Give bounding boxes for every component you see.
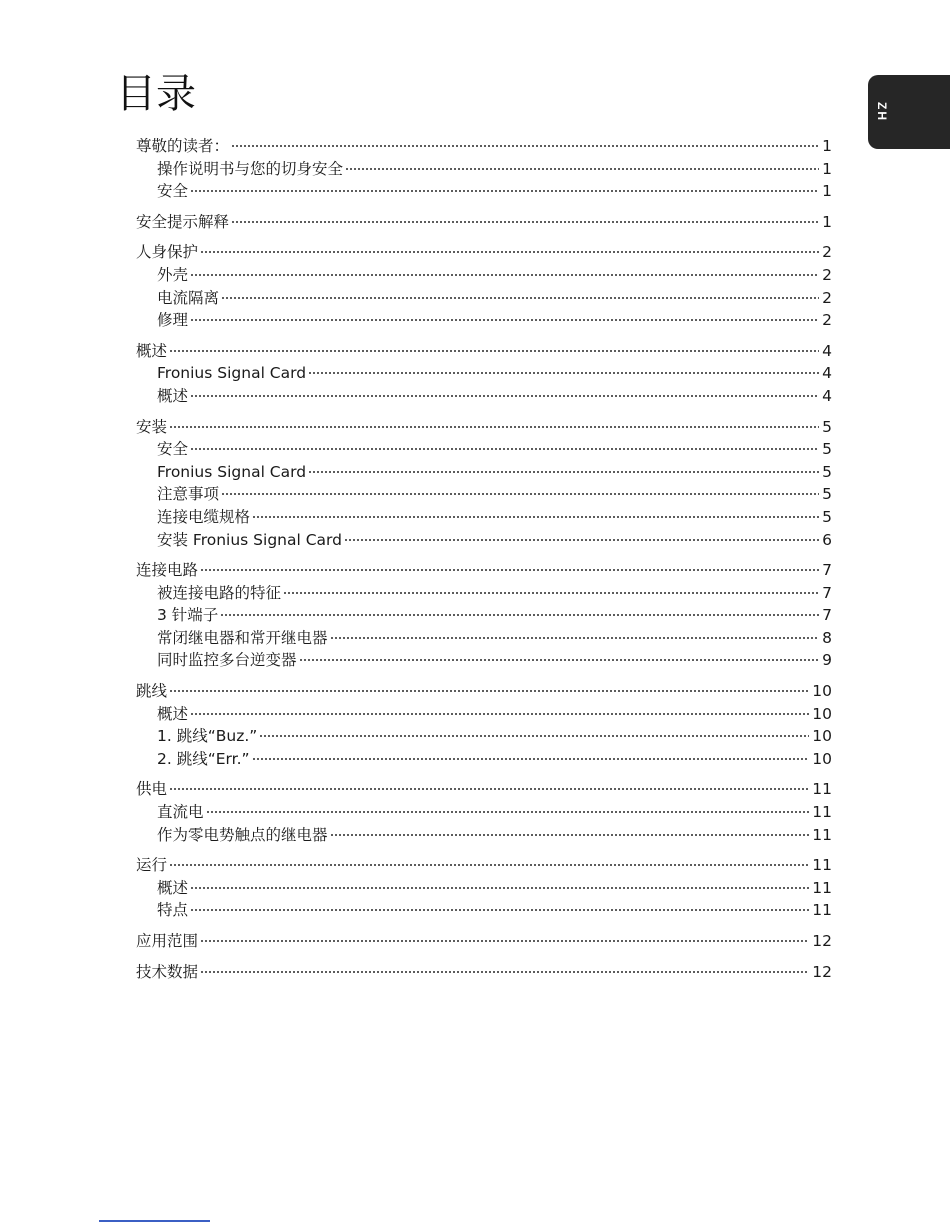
toc-page-number: 1 bbox=[822, 159, 832, 178]
toc-group bbox=[136, 416, 832, 552]
toc-page-number: 5 bbox=[822, 507, 832, 526]
toc-page-number: 1 bbox=[822, 212, 832, 231]
toc-subentry[interactable] bbox=[136, 362, 832, 385]
dot-leader bbox=[220, 614, 819, 616]
toc-page-number: 5 bbox=[822, 462, 832, 481]
toc-entry-title: 安全提示解释 bbox=[136, 212, 230, 231]
toc-entry-title: 人身保护 bbox=[136, 243, 199, 262]
dot-leader bbox=[190, 713, 809, 715]
toc-group bbox=[136, 961, 832, 984]
toc-entry-title: 运行 bbox=[136, 856, 168, 875]
toc-entry-title: 2. 跳线“Err.” bbox=[157, 749, 250, 768]
toc-subentry[interactable] bbox=[136, 287, 832, 310]
toc-page-number: 12 bbox=[812, 962, 832, 981]
toc-subentry[interactable] bbox=[136, 158, 832, 181]
toc-subentry[interactable] bbox=[136, 748, 832, 771]
dot-leader bbox=[190, 395, 819, 397]
toc-group bbox=[136, 241, 832, 331]
dot-leader bbox=[200, 569, 819, 571]
dot-leader bbox=[169, 426, 819, 428]
toc-entry[interactable] bbox=[136, 416, 832, 439]
toc-group bbox=[136, 854, 832, 922]
toc-entry-title: Fronius Signal Card bbox=[157, 462, 307, 481]
toc-subentry[interactable] bbox=[136, 877, 832, 900]
dot-leader bbox=[308, 471, 819, 473]
dot-leader bbox=[206, 811, 810, 813]
toc-page-number: 7 bbox=[822, 583, 832, 602]
toc-entry-title: 安全 bbox=[157, 440, 189, 459]
toc-page-number: 2 bbox=[822, 288, 832, 307]
toc-entry[interactable] bbox=[136, 930, 832, 953]
dot-leader bbox=[252, 516, 819, 518]
toc-entry-title: 注意事项 bbox=[157, 485, 220, 504]
toc-page-number: 10 bbox=[812, 749, 832, 768]
toc-entry-title: 概述 bbox=[157, 386, 189, 405]
toc-page-number: 2 bbox=[822, 243, 832, 262]
toc-page-number: 2 bbox=[822, 265, 832, 284]
toc-page-number: 5 bbox=[822, 440, 832, 459]
toc-entry-title: Fronius Signal Card bbox=[157, 364, 307, 383]
toc-entry-title: 作为零电势触点的继电器 bbox=[157, 825, 328, 844]
toc-page-number: 11 bbox=[812, 901, 832, 920]
toc-page-number: 10 bbox=[812, 727, 832, 746]
toc-entry-title: 技术数据 bbox=[136, 962, 199, 981]
dot-leader bbox=[283, 592, 819, 594]
toc-page-number: 7 bbox=[822, 561, 832, 580]
toc-entry-title: 尊敬的读者： bbox=[136, 137, 230, 155]
toc-subentry[interactable] bbox=[136, 604, 832, 627]
toc-subentry[interactable] bbox=[136, 385, 832, 408]
toc-subentry[interactable] bbox=[136, 264, 832, 287]
dot-leader bbox=[299, 659, 819, 661]
toc-page-number: 1 bbox=[822, 137, 832, 155]
footer-divider bbox=[99, 1220, 210, 1222]
toc-page-number: 11 bbox=[812, 803, 832, 822]
toc-page-number: 4 bbox=[822, 341, 832, 360]
toc-entry-title: 电流隔离 bbox=[157, 288, 220, 307]
toc-entry[interactable] bbox=[136, 135, 832, 158]
toc-subentry[interactable] bbox=[136, 824, 832, 847]
dot-leader bbox=[169, 690, 809, 692]
toc-entry[interactable] bbox=[136, 559, 832, 582]
toc-entry-title: 概述 bbox=[157, 878, 189, 897]
toc-entry-title: 同时监控多台逆变器 bbox=[157, 651, 297, 670]
dot-leader bbox=[231, 145, 819, 147]
dot-leader bbox=[190, 190, 819, 192]
toc-subentry[interactable] bbox=[136, 582, 832, 605]
toc-entry-title: 1. 跳线“Buz.” bbox=[157, 727, 258, 746]
toc-subentry[interactable] bbox=[136, 649, 832, 672]
toc-page-number: 11 bbox=[812, 825, 832, 844]
toc-entry[interactable] bbox=[136, 854, 832, 877]
toc-entry-title: 特点 bbox=[157, 901, 189, 920]
toc-subentry[interactable] bbox=[136, 506, 832, 529]
toc-page-number: 5 bbox=[822, 485, 832, 504]
dot-leader bbox=[190, 319, 819, 321]
toc-subentry[interactable] bbox=[136, 627, 832, 650]
toc-subentry[interactable] bbox=[136, 529, 832, 552]
toc-group bbox=[136, 559, 832, 672]
toc-page-number: 2 bbox=[822, 311, 832, 330]
toc-page-number: 7 bbox=[822, 606, 832, 625]
language-tab-label: ZH bbox=[875, 102, 889, 122]
toc-subentry[interactable] bbox=[136, 309, 832, 332]
toc-entry-title: 外壳 bbox=[157, 265, 189, 284]
toc-page-number: 4 bbox=[822, 364, 832, 383]
toc-entry-title: 安全 bbox=[157, 182, 189, 201]
dot-leader bbox=[200, 971, 809, 973]
toc-entry[interactable] bbox=[136, 241, 832, 264]
toc-subentry[interactable] bbox=[136, 725, 832, 748]
toc-subentry[interactable] bbox=[136, 801, 832, 824]
dot-leader bbox=[345, 168, 819, 170]
dot-leader bbox=[252, 758, 810, 760]
toc-page-number: 11 bbox=[812, 856, 832, 875]
toc-group bbox=[136, 135, 832, 203]
toc-page-number: 10 bbox=[812, 704, 832, 723]
toc-entry[interactable] bbox=[136, 680, 832, 703]
dot-leader bbox=[221, 297, 819, 299]
toc-group bbox=[136, 778, 832, 846]
toc-subentry[interactable] bbox=[136, 899, 832, 922]
toc-entry[interactable] bbox=[136, 778, 832, 801]
toc-page-number: 9 bbox=[822, 651, 832, 670]
toc-group bbox=[136, 211, 832, 234]
toc-entry-title: 被连接电路的特征 bbox=[157, 583, 282, 602]
toc-entry-title: 连接电缆规格 bbox=[157, 507, 251, 526]
toc-page-number: 8 bbox=[822, 628, 832, 647]
toc-entry[interactable] bbox=[136, 961, 832, 984]
dot-leader bbox=[190, 274, 819, 276]
dot-leader bbox=[190, 909, 809, 911]
dot-leader bbox=[169, 788, 809, 790]
language-tab bbox=[868, 75, 950, 149]
toc-page-number: 5 bbox=[822, 417, 832, 436]
toc-page-number: 6 bbox=[822, 530, 832, 549]
table-of-contents bbox=[136, 135, 832, 991]
toc-entry-title: 3 针端子 bbox=[157, 606, 219, 625]
dot-leader bbox=[169, 350, 819, 352]
toc-entry-title: 安装 bbox=[136, 417, 168, 436]
dot-leader bbox=[330, 637, 819, 639]
page-title: 目录 bbox=[116, 71, 196, 117]
dot-leader bbox=[190, 448, 819, 450]
toc-subentry[interactable] bbox=[136, 461, 832, 484]
dot-leader bbox=[308, 372, 819, 374]
toc-page-number: 4 bbox=[822, 386, 832, 405]
toc-entry-title: 应用范围 bbox=[136, 932, 199, 950]
toc-entry-title: 安装 Fronius Signal Card bbox=[157, 530, 342, 549]
toc-subentry[interactable] bbox=[136, 180, 832, 203]
toc-entry-title: 直流电 bbox=[157, 803, 204, 822]
toc-entry-title: 连接电路 bbox=[136, 561, 199, 580]
toc-entry-title: 概述 bbox=[136, 341, 168, 360]
toc-subentry[interactable] bbox=[136, 438, 832, 461]
toc-entry-title: 跳线 bbox=[136, 682, 168, 701]
toc-entry-title: 供电 bbox=[136, 780, 168, 799]
dot-leader bbox=[330, 834, 810, 836]
toc-entry-title: 常闭继电器和常开继电器 bbox=[157, 628, 328, 647]
toc-entry[interactable] bbox=[136, 340, 832, 363]
toc-group bbox=[136, 930, 832, 953]
toc-entry-title: 操作说明书与您的切身安全 bbox=[157, 159, 344, 178]
dot-leader bbox=[259, 735, 809, 737]
dot-leader bbox=[344, 539, 819, 541]
toc-subentry[interactable] bbox=[136, 483, 832, 506]
dot-leader bbox=[200, 940, 809, 942]
dot-leader bbox=[200, 251, 819, 253]
dot-leader bbox=[221, 493, 819, 495]
toc-group bbox=[136, 340, 832, 408]
toc-group bbox=[136, 680, 832, 770]
toc-subentry[interactable] bbox=[136, 703, 832, 726]
toc-entry[interactable] bbox=[136, 211, 832, 234]
toc-page-number: 12 bbox=[812, 932, 832, 950]
dot-leader bbox=[169, 864, 809, 866]
toc-page-number: 11 bbox=[812, 878, 832, 897]
toc-entry-title: 修理 bbox=[157, 311, 189, 330]
toc-page-number: 10 bbox=[812, 682, 832, 701]
dot-leader bbox=[190, 887, 809, 889]
toc-page-number: 11 bbox=[812, 780, 832, 799]
dot-leader bbox=[231, 221, 819, 223]
toc-page-number: 1 bbox=[822, 182, 832, 201]
toc-entry-title: 概述 bbox=[157, 704, 189, 723]
